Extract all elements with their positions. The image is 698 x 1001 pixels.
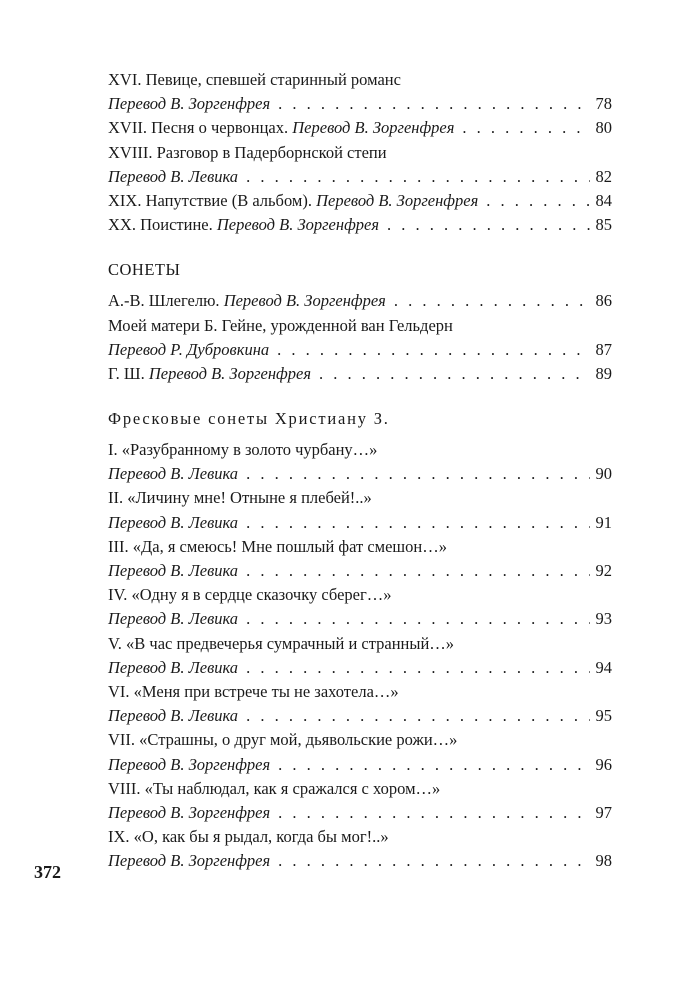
entry-translator: Перевод В. Левика: [108, 166, 239, 186]
entry-title: А.-В. Шлегелю.: [108, 291, 220, 311]
entry-page: 92: [595, 561, 612, 580]
entry-translator: Перевод В. Зоргенфрея: [108, 851, 271, 871]
entry-title: III. «Да, я смеюсь! Мне пошлый фат смешон…»: [108, 536, 447, 556]
entry-page: 98: [595, 851, 612, 871]
dot-leader: [278, 753, 589, 777]
toc-entry: [108, 289, 612, 313]
entry-title: XVI. Певице, спевшей старинный романс: [108, 70, 401, 89]
entry-translator: Перевод В. Левика: [108, 561, 239, 580]
dot-leader: [486, 189, 589, 213]
entry-title: XVIII. Разговор в Падерборнской степи: [108, 142, 387, 162]
dot-leader: [462, 116, 589, 140]
entry-translator: Перевод Р. Дубровкина: [108, 339, 270, 359]
toc-entry: [108, 632, 612, 680]
entry-translator: Перевод В. Левика: [108, 464, 239, 484]
entry-translator: Перевод В. Зоргенфрея: [223, 291, 386, 311]
dot-leader: [246, 165, 589, 189]
entry-page: 80: [595, 118, 612, 138]
toc-entry: [108, 213, 612, 237]
entry-title: IV. «Одну я в сердце сказочку сберег…»: [108, 585, 392, 605]
entry-title: V. «В час предвечерья сумрачный и странный…»: [108, 633, 455, 653]
entry-title: VIII. «Ты наблюдал, как я сражался с хором…»: [108, 778, 441, 798]
entry-title: XIX. Напутствие (В альбом).: [108, 190, 312, 210]
entry-title: Моей матери Б. Гейне, урожденной ван Гельдерн: [108, 315, 453, 335]
toc-entry: [108, 116, 612, 140]
dot-leader: [246, 704, 589, 728]
entry-title: VII. «Страшны, о друг мой, дьявольские рожи…»: [108, 730, 458, 750]
entry-translator: Перевод В. Левика: [108, 657, 239, 677]
entry-page: 95: [595, 706, 612, 726]
dot-leader: [246, 462, 589, 486]
toc-entry: [108, 680, 612, 728]
entry-title: VI. «Меня при встрече ты не захотела…»: [108, 681, 399, 701]
entry-page: 97: [595, 802, 612, 822]
section-heading: СОНЕТЫ: [108, 260, 181, 280]
entry-page: 96: [595, 754, 612, 774]
toc-entry: [108, 314, 612, 362]
toc-entry: [108, 728, 612, 776]
entry-page: 90: [595, 464, 612, 484]
dot-leader: [278, 801, 589, 825]
toc-entry: [108, 141, 612, 189]
toc-entry: [108, 583, 612, 631]
entry-page: 78: [595, 94, 612, 114]
section-heading: Фресковые сонеты Христиану З.: [108, 409, 390, 429]
entry-page: 87: [595, 339, 612, 359]
toc-entry: [108, 486, 612, 534]
toc-entry: [108, 189, 612, 213]
entry-page: 89: [595, 363, 612, 383]
page-number: 372: [34, 862, 61, 882]
dot-leader: [246, 607, 589, 631]
dot-leader: [246, 559, 589, 583]
entry-title: I. «Разубранному в золото чурбану…»: [108, 440, 378, 460]
entry-translator: Перевод В. Зоргенфрея: [108, 754, 271, 774]
entry-translator: Перевод В. Левика: [108, 609, 239, 629]
entry-translator: Перевод В. Зоргенфрея: [108, 94, 271, 114]
entry-translator: Перевод В. Зоргенфрея: [108, 802, 271, 822]
dot-leader: [246, 511, 589, 535]
toc-entry: [108, 777, 612, 825]
toc-entry: [108, 362, 612, 386]
toc-entry: [108, 438, 612, 486]
entry-title: II. «Личину мне! Отныне я плебей!..»: [108, 488, 372, 508]
entry-title: XVII. Песня о червонцах.: [108, 118, 289, 138]
entry-title: XX. Поистине.: [108, 215, 213, 235]
entry-page: 85: [595, 215, 612, 235]
entry-title: Г. Ш.: [108, 363, 145, 383]
dot-leader: [278, 92, 589, 116]
entry-page: 91: [595, 512, 612, 532]
dot-leader: [246, 656, 589, 680]
entry-page: 82: [595, 166, 612, 186]
toc-entry: [108, 68, 612, 116]
entry-page: 93: [595, 609, 612, 629]
entry-translator: Перевод В. Левика: [108, 706, 239, 726]
entry-page: 86: [595, 291, 612, 311]
entry-translator: Перевод В. Левика: [108, 512, 239, 532]
toc-entry: [108, 535, 612, 583]
entry-page: 84: [595, 190, 612, 210]
entry-title: IX. «О, как бы я рыдал, когда бы мог!..»: [108, 827, 389, 847]
entry-page: 94: [595, 657, 612, 677]
dot-leader: [319, 362, 590, 386]
dot-leader: [387, 213, 589, 237]
dot-leader: [277, 338, 589, 362]
entry-translator: Перевод В. Зоргенфрея: [148, 363, 311, 383]
entry-translator: Перевод В. Зоргенфрея: [316, 190, 479, 210]
dot-leader: [394, 289, 590, 313]
dot-leader: [278, 849, 589, 873]
table-of-contents: [108, 68, 612, 873]
entry-translator: Перевод В. Зоргенфрея: [292, 118, 455, 138]
entry-translator: Перевод В. Зоргенфрея: [216, 215, 380, 235]
toc-entry: [108, 825, 612, 873]
